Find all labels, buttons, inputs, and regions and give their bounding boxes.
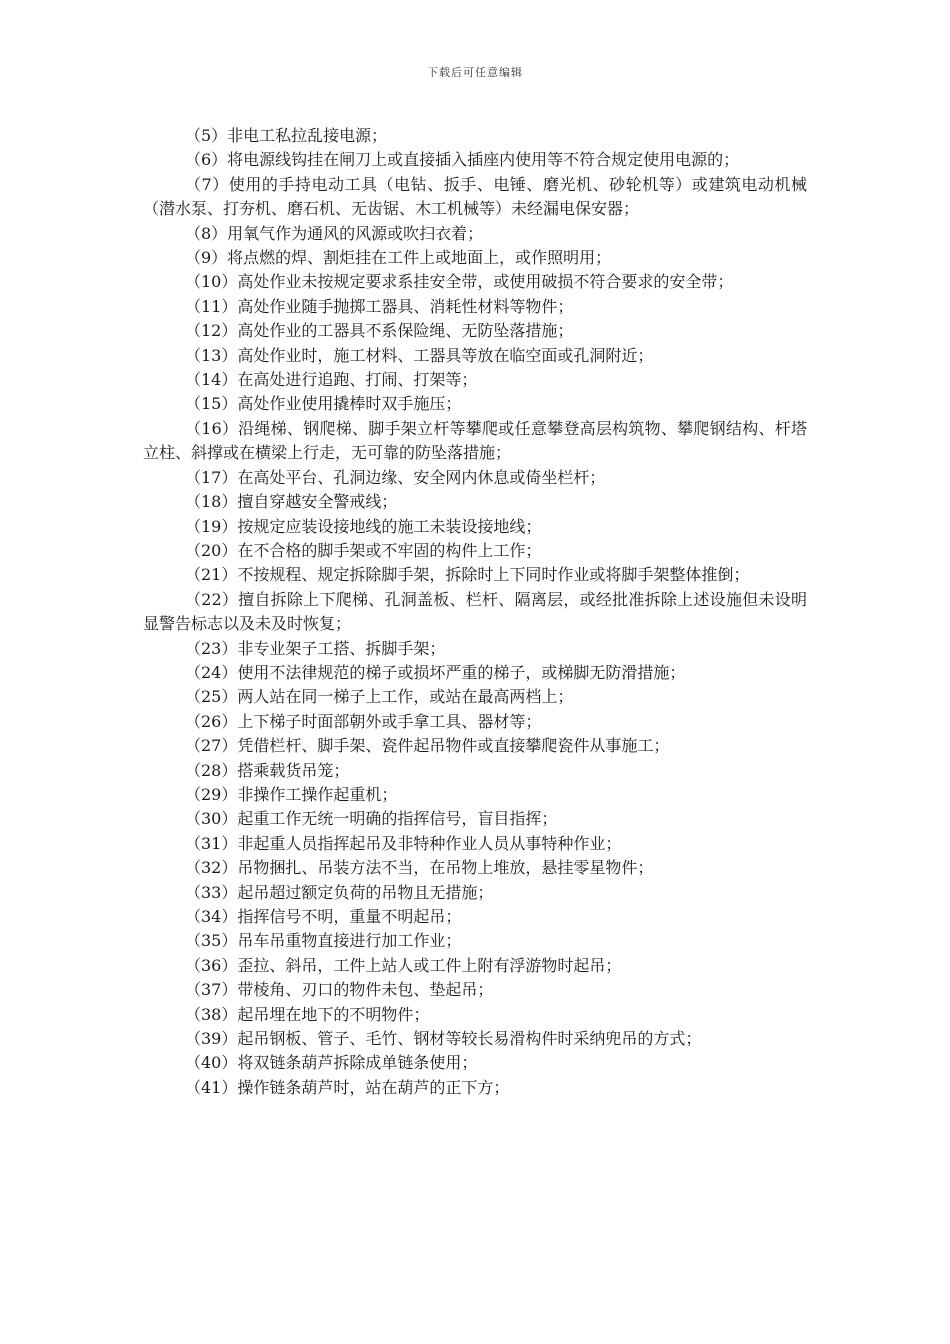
list-item: （21）不按规程、规定拆除脚手架，拆除时上下同时作业或将脚手架整体推倒； bbox=[185, 565, 750, 585]
list-item: （36）歪拉、斜吊，工件上站人或工件上附有浮游物时起吊； bbox=[185, 955, 622, 975]
list-item: （7）使用的手持电动工具（电钻、扳手、电锤、磨光机、砂轮机等）或建筑电动机械（潜水泵、打夯机、磨石机、无齿锯、木工机械等）未经漏电保安器； bbox=[143, 174, 807, 219]
list-item: （37）带棱角、刃口的物件未包、垫起吊； bbox=[185, 980, 494, 1000]
list-item: （26）上下梯子时面部朝外或手拿工具、器材等； bbox=[185, 711, 542, 731]
list-item: （27）凭借栏杆、脚手架、瓷件起吊物件或直接攀爬瓷件从事施工； bbox=[185, 736, 670, 756]
list-item: （40）将双链条葫芦拆除成单链条使用； bbox=[185, 1053, 478, 1073]
list-item: （10）高处作业未按规定要求系挂安全带，或使用破损不符合要求的安全带； bbox=[185, 272, 734, 292]
list-item: （25）两人站在同一梯子上工作，或站在最高两档上； bbox=[185, 687, 574, 707]
list-item: （12）高处作业的工器具不系保险绳、无防坠落措施； bbox=[185, 321, 574, 341]
list-item: （28）搭乘载货吊笼； bbox=[185, 760, 350, 780]
list-item: （14）在高处进行追跑、打闹、打架等； bbox=[185, 370, 478, 390]
list-item: （11）高处作业随手抛掷工器具、消耗性材料等物件； bbox=[185, 296, 574, 316]
list-item: （15）高处作业使用撬棒时双手施压； bbox=[185, 394, 462, 414]
document-body bbox=[143, 124, 807, 1100]
list-item: （32）吊物捆扎、吊装方法不当，在吊物上堆放，悬挂零星物件； bbox=[185, 858, 654, 878]
list-item: （24）使用不法律规范的梯子或损坏严重的梯子，或梯脚无防滑措施； bbox=[185, 662, 686, 682]
list-item: （31）非起重人员指挥起吊及非特种作业人员从事特种作业； bbox=[185, 833, 622, 853]
list-item: （22）擅自拆除上下爬梯、孔洞盖板、栏杆、隔离层，或经批准拆除上述设施但未设明显警告标志以及未及时恢复； bbox=[143, 589, 807, 634]
list-item: （23）非专业架子工搭、拆脚手架； bbox=[185, 638, 446, 658]
list-item: （39）起吊钢板、管子、毛竹、钢材等较长易滑构件时采纳兜吊的方式； bbox=[185, 1029, 702, 1049]
list-item: （30）起重工作无统一明确的指挥信号，盲目指挥； bbox=[185, 809, 558, 829]
list-item: （9）将点燃的焊、割炬挂在工件上或地面上，或作照明用； bbox=[185, 248, 612, 268]
list-item: （8）用氧气作为通风的风源或吹扫衣着； bbox=[185, 223, 484, 243]
list-item: （38）起吊埋在地下的不明物件； bbox=[185, 1004, 430, 1024]
list-item: （6）将电源线钩挂在闸刀上或直接插入插座内使用等不符合规定使用电源的； bbox=[185, 150, 740, 170]
list-item: （5）非电工私拉乱接电源； bbox=[185, 126, 388, 145]
list-item: （17）在高处平台、孔洞边缘、安全网内休息或倚坐栏杆； bbox=[185, 467, 606, 487]
list-item: （16）沿绳梯、钢爬梯、脚手架立杆等攀爬或任意攀登高层构筑物、攀爬钢结构、杆塔立柱、斜撑或在横梁上行走，无可靠的防坠落措施； bbox=[143, 418, 807, 463]
list-item: （34）指挥信号不明，重量不明起吊； bbox=[185, 907, 462, 926]
list-item: （20）在不合格的脚手架或不牢固的构件上工作； bbox=[185, 540, 542, 560]
list-item: （29）非操作工操作起重机； bbox=[185, 784, 398, 804]
list-item: （33）起吊超过额定负荷的吊物且无措施； bbox=[185, 882, 494, 902]
list-item: （41）操作链条葫芦时，站在葫芦的正下方； bbox=[185, 1077, 510, 1097]
list-item: （19）按规定应装设接地线的施工未装设接地线； bbox=[185, 516, 542, 536]
page-header: 下载后可任意编辑 bbox=[427, 66, 523, 79]
list-item: （13）高处作业时，施工材料、工器具等放在临空面或孔洞附近； bbox=[185, 345, 654, 365]
list-item: （18）擅自穿越安全警戒线； bbox=[185, 492, 398, 512]
list-item: （35）吊车吊重物直接进行加工作业； bbox=[185, 931, 462, 951]
